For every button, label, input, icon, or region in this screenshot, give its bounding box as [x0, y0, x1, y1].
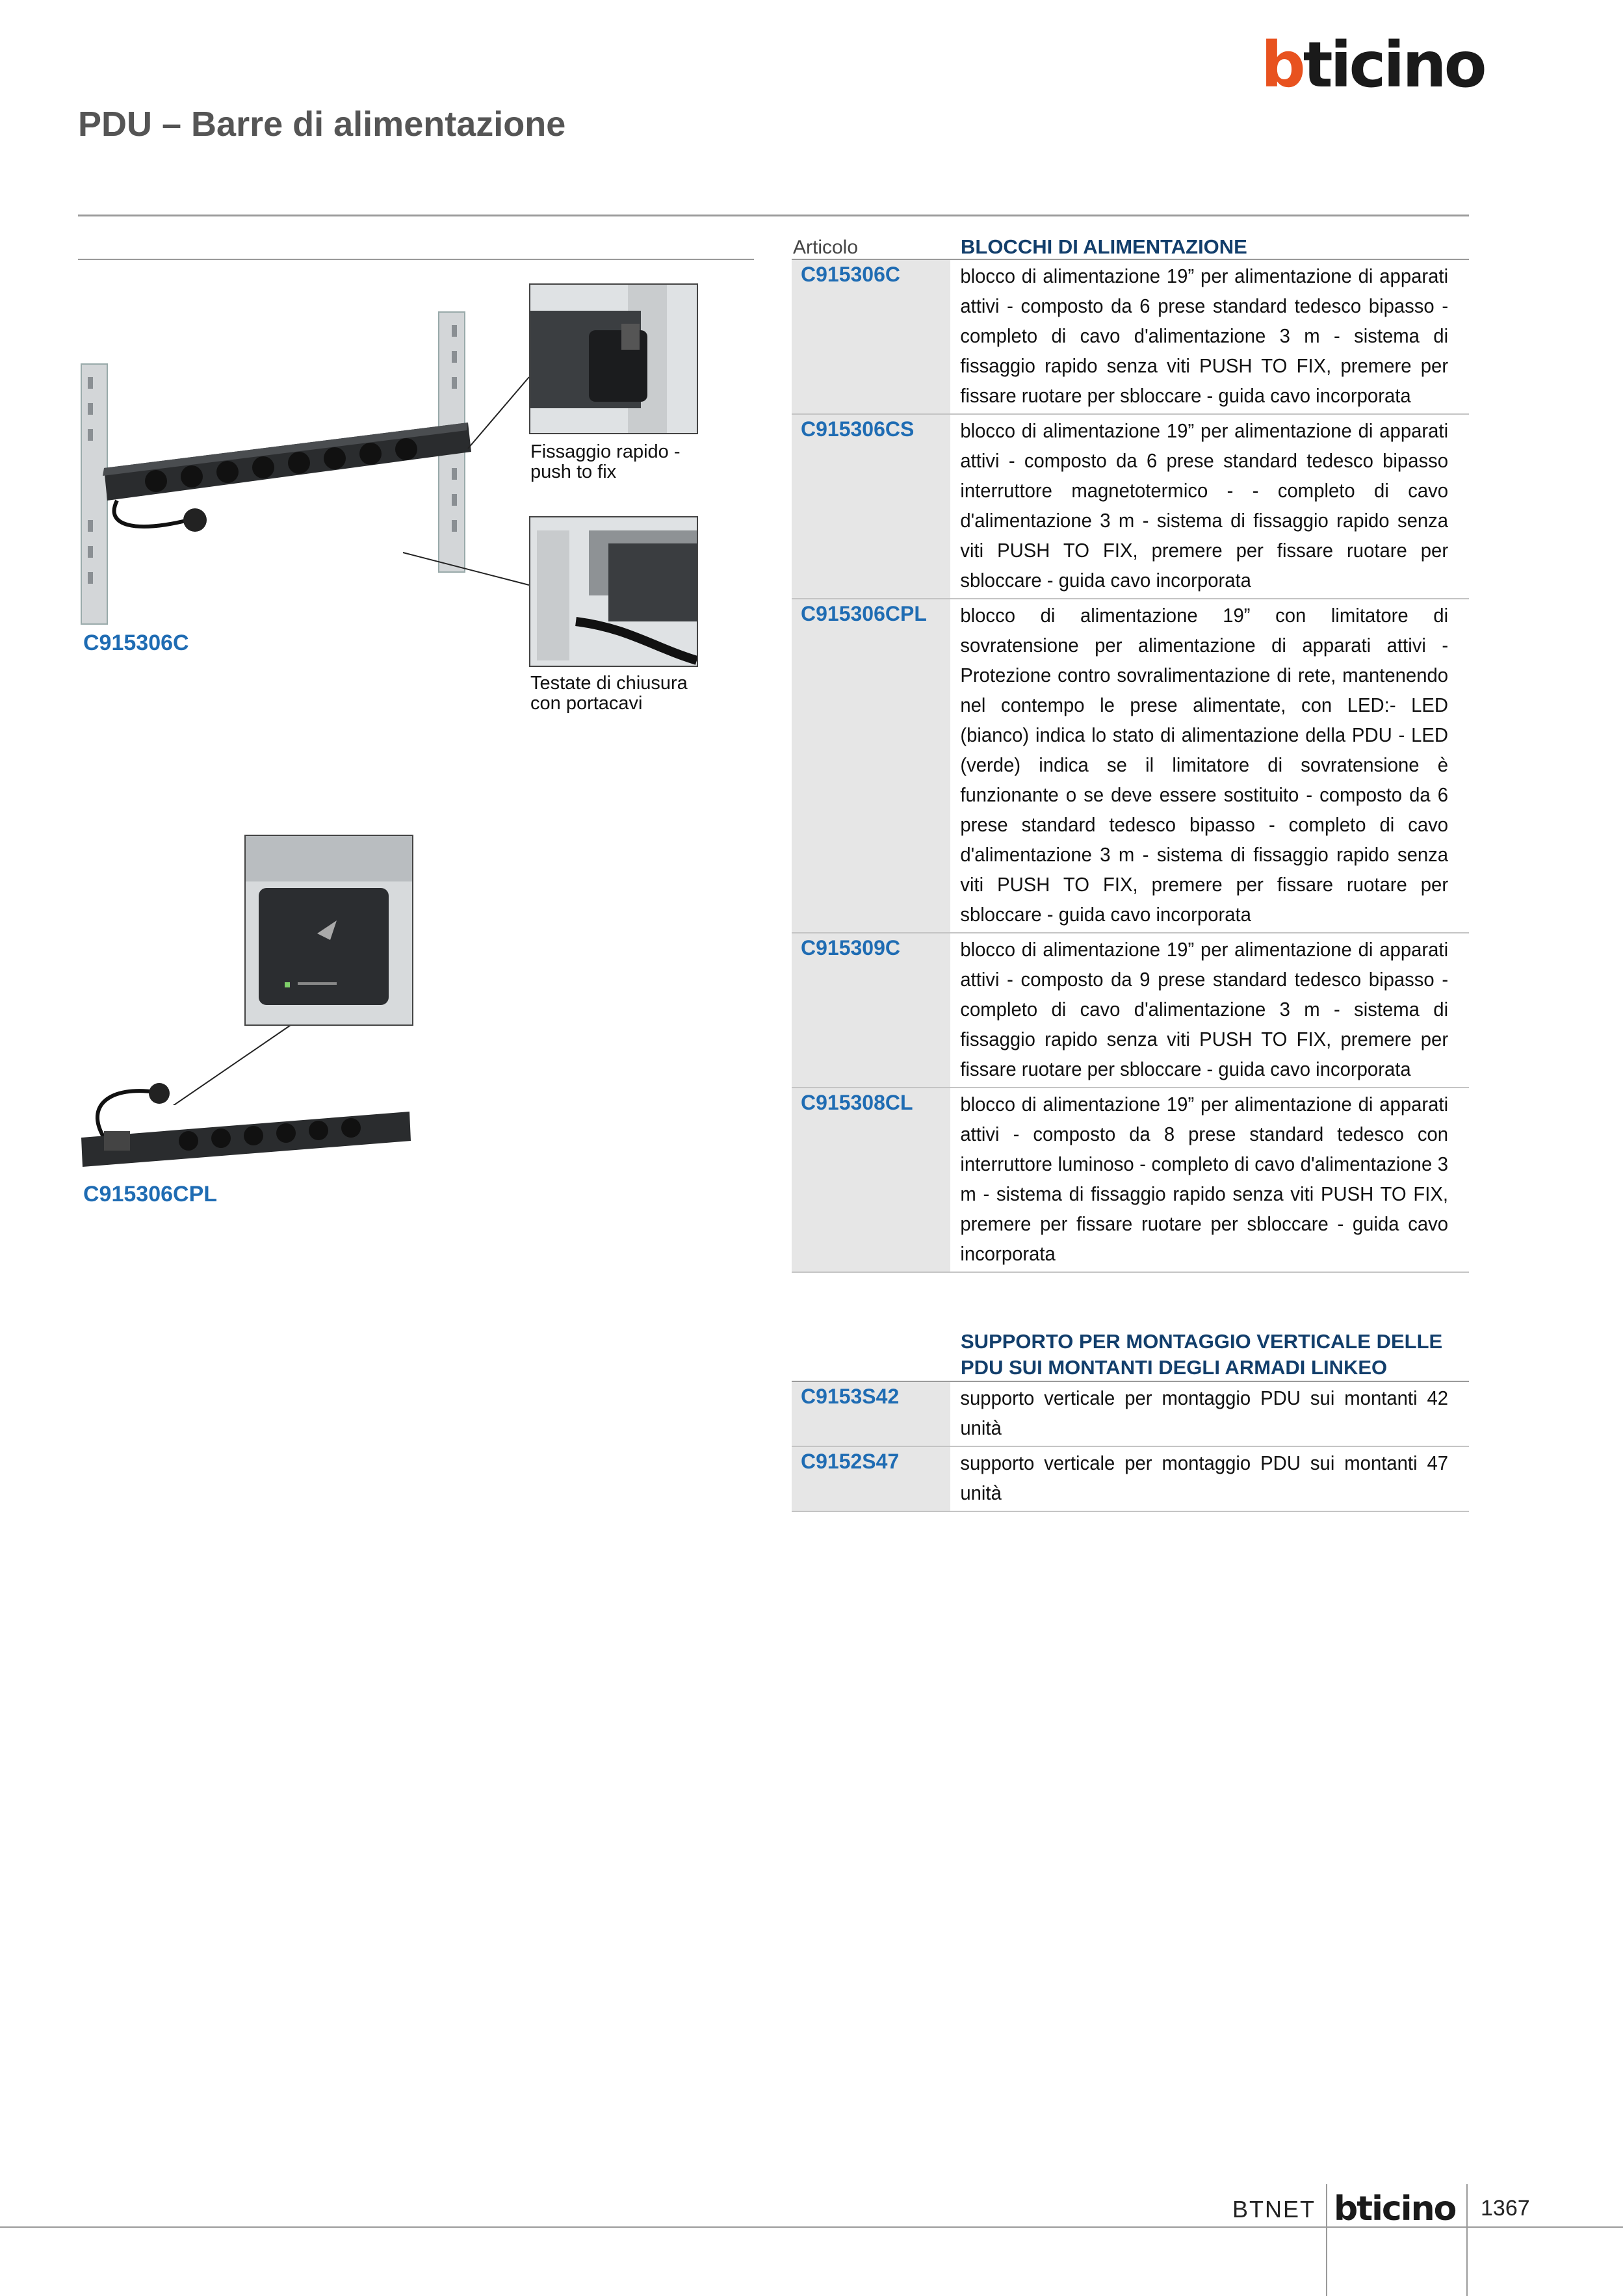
product-code-label: C915306C — [83, 631, 189, 655]
footer-bticino-logo: bticino — [1334, 2189, 1456, 2228]
article-code: C9152S47 — [792, 1447, 950, 1511]
table-header — [792, 234, 1469, 260]
section2-title: SUPPORTO PER MONTAGGIO VERTICALE DELLE PDU SUI MONTANTI DEGLI ARMADI LINKEO — [961, 1330, 1443, 1379]
footer-separator — [1466, 2184, 1468, 2296]
table-row — [792, 1447, 1469, 1512]
pdu-surge-image — [78, 1066, 416, 1170]
product-table — [792, 234, 1469, 1512]
table-row — [792, 1088, 1469, 1273]
cable-holder-caption: Testate di chiusura con portacavi — [530, 673, 688, 714]
article-description: blocco di alimentazione 19” con limitatore di sovratensione per alimentazione di apparati attivi - Protezione contro sovralimentazione di rete, mantenendo nel contempo le prese alimentate, con LED:- LED (bianco) indica lo stato di alimentazione della PDU - LED (verde) indica se il limitatore di sovratensione è funzionante o se deve essere sostituito - composto da 6 prese standard tedesco bipasso - completo di cavo d'alimentazione 3 m - sistema di fissaggio rapido senza viti PUSH TO FIX, premere per fissare ruotare per sbloccare - guida cavo incorporata — [960, 605, 1449, 926]
article-code: C915306CS — [792, 415, 950, 598]
table-row — [792, 599, 1469, 933]
article-code: C915309C — [792, 933, 950, 1087]
page-number: 1367 — [1481, 2196, 1530, 2221]
article-description: blocco di alimentazione 19” per alimentazione di apparati attivi - composto da 9 prese standard tedesco bipasso - completo di cavo d'alimentazione 3 m - sistema di fissaggio rapido senza viti PUSH TO FIX, premere per fissare ruotare per sbloccare - guida cavo incorporata — [960, 939, 1449, 1080]
bticino-logo: bticino — [1261, 29, 1485, 101]
article-description: blocco di alimentazione 19” per alimentazione di apparati attivi - composto da 6 prese standard tedesco bipasso interruttore magnetotermico - - completo di cavo d'alimentazione 3 m - sistema di fissaggio rapido senza viti PUSH TO FIX, premere per fissare ruotare per sbloccare - guida cavo incorporata — [960, 420, 1449, 592]
section-title: BLOCCHI DI ALIMENTAZIONE — [961, 235, 1247, 258]
table-row — [792, 933, 1469, 1088]
article-code: C915306CPL — [792, 599, 950, 932]
push-to-fix-caption: Fissaggio rapido - push to fix — [530, 441, 681, 482]
table-row — [792, 1382, 1469, 1447]
page-title: PDU – Barre di alimentazione — [78, 105, 566, 144]
article-description: supporto verticale per montaggio PDU sui montanti 47 unità — [960, 1452, 1449, 1504]
column-header-articolo: Articolo — [793, 237, 859, 258]
article-description: blocco di alimentazione 19” per alimentazione di apparati attivi - composto da 8 prese standard tedesco con interruttore luminoso - completo di cavo d'alimentazione 3 m - sistema di fissaggio rapido senza viti PUSH TO FIX, premere per fissare ruotare per sbloccare - guida cavo incorporata — [960, 1093, 1449, 1265]
article-code: C915306C — [792, 260, 950, 413]
article-code: C9153S42 — [792, 1382, 950, 1446]
footer-separator — [1326, 2184, 1327, 2296]
article-description: supporto verticale per montaggio PDU sui montanti 42 unità — [960, 1387, 1449, 1439]
table-row — [792, 260, 1469, 415]
product-code-label: C915306CPL — [83, 1182, 218, 1207]
section2-header — [792, 1329, 1469, 1382]
article-code: C915308CL — [792, 1088, 950, 1272]
footer-label: BTNET — [1232, 2196, 1316, 2223]
surge-protector-detail-image — [244, 835, 413, 1026]
article-description: blocco di alimentazione 19” per alimentazione di apparati attivi - composto da 6 prese standard tedesco bipasso - completo di cavo d'alimentazione 3 m - sistema di fissaggio rapido senza viti PUSH TO FIX, premere per fissare ruotare per sbloccare - guida cavo incorporata — [960, 265, 1449, 407]
table-row — [792, 415, 1469, 599]
